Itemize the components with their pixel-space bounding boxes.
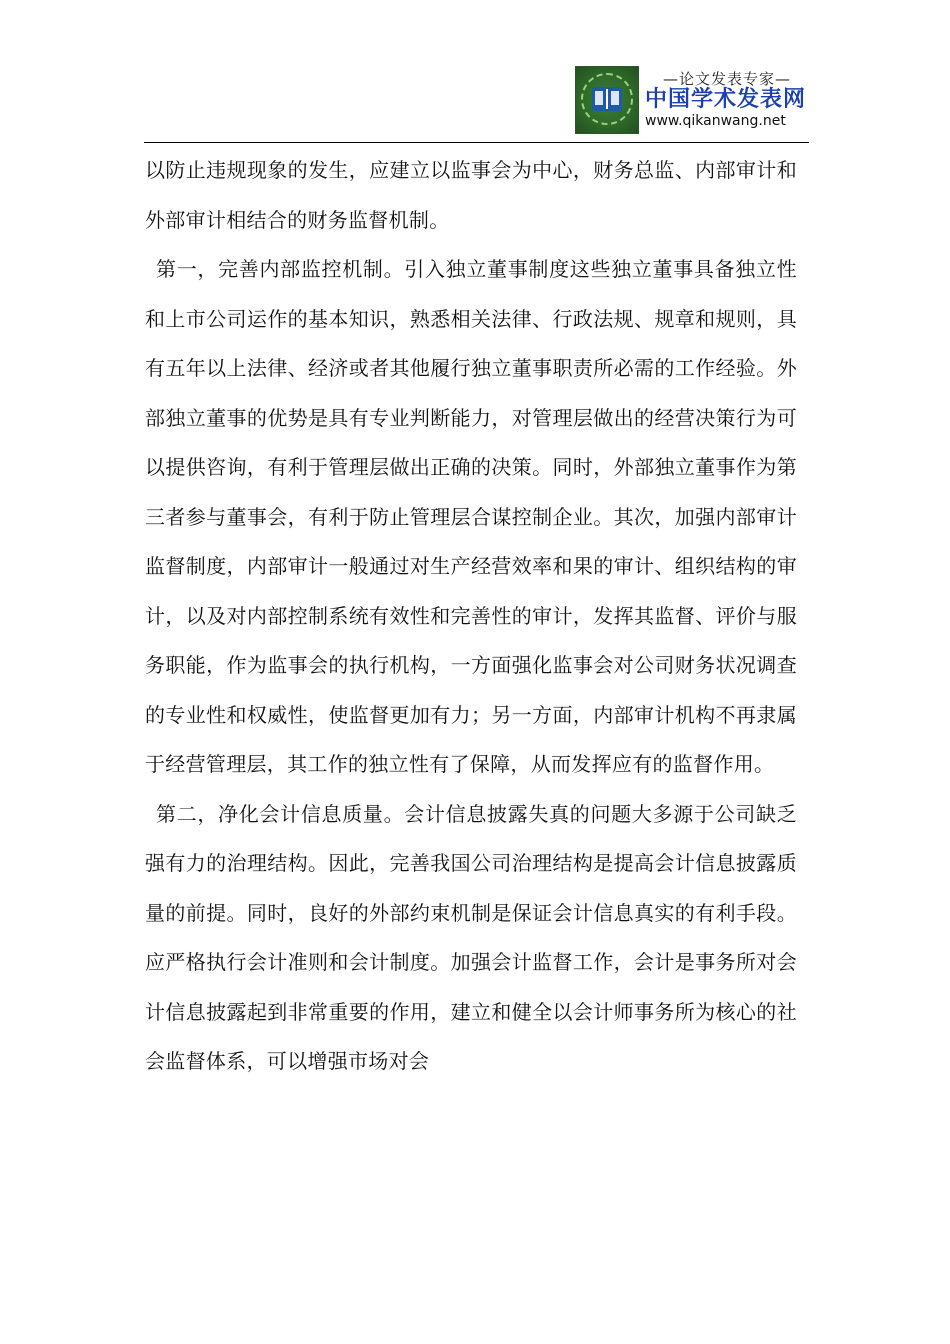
document-body [145, 146, 797, 1087]
site-logo [575, 66, 809, 134]
logo-text [639, 66, 809, 134]
logo-tagline: —论文发表专家— [662, 70, 791, 88]
header-divider [144, 142, 809, 143]
paragraph: 以防止违规现象的发生，应建立以监事会为中心，财务总监、内部审计和外部审计相结合的财务监督机制。 [145, 158, 797, 232]
book-emblem-icon [575, 66, 639, 134]
paragraph: 第二，净化会计信息质量。会计信息披露失真的问题大多源于公司缺乏强有力的治理结构。因此，完善我国公司治理结构是提高会计信息披露质量的前提。同时，良好的外部约束机制是保证会计信息真实的有利手段。应严格执行会计准则和会计制度。加强会计监督工作，会计是事务所对会计信息披露起到非常重要的作用，建立和健全以会计师事务所为核心的社会监督体系，可以增强市场对会 [145, 801, 797, 1073]
logo-url: www.qikanwang.net [645, 113, 786, 129]
open-book-icon [592, 87, 622, 111]
paragraph: 第一，完善内部监控机制。引入独立董事制度这些独立董事具备独立性和上市公司运作的基本知识，熟悉相关法律、行政法规、规章和规则，具有五年以上法律、经济或者其他履行独立董事职责所必需的工作经验。外部独立董事的优势是具有专业判断能力，对管理层做出的经营决策行为可以提供咨询，有利于管理层做出正确的决策。同时，外部独立董事作为第三者参与董事会，有利于防止管理层合谋控制企业。其次，加强内部审计监督制度，内部审计一般通过对生产经营效率和果的审计、组织结构的审计，以及对内部控制系统有效性和完善性的审计，发挥其监督、评价与服务职能，作为监事会的执行机构，一方面强化监事会对公司财务状况调查的专业性和权威性，使监督更加有力；另一方面，内部审计机构不再隶属于经营管理层，其工作的独立性有了保障，从而发挥应有的监督作用。 [145, 257, 797, 776]
logo-name: 中国学术发表网 [645, 87, 807, 112]
